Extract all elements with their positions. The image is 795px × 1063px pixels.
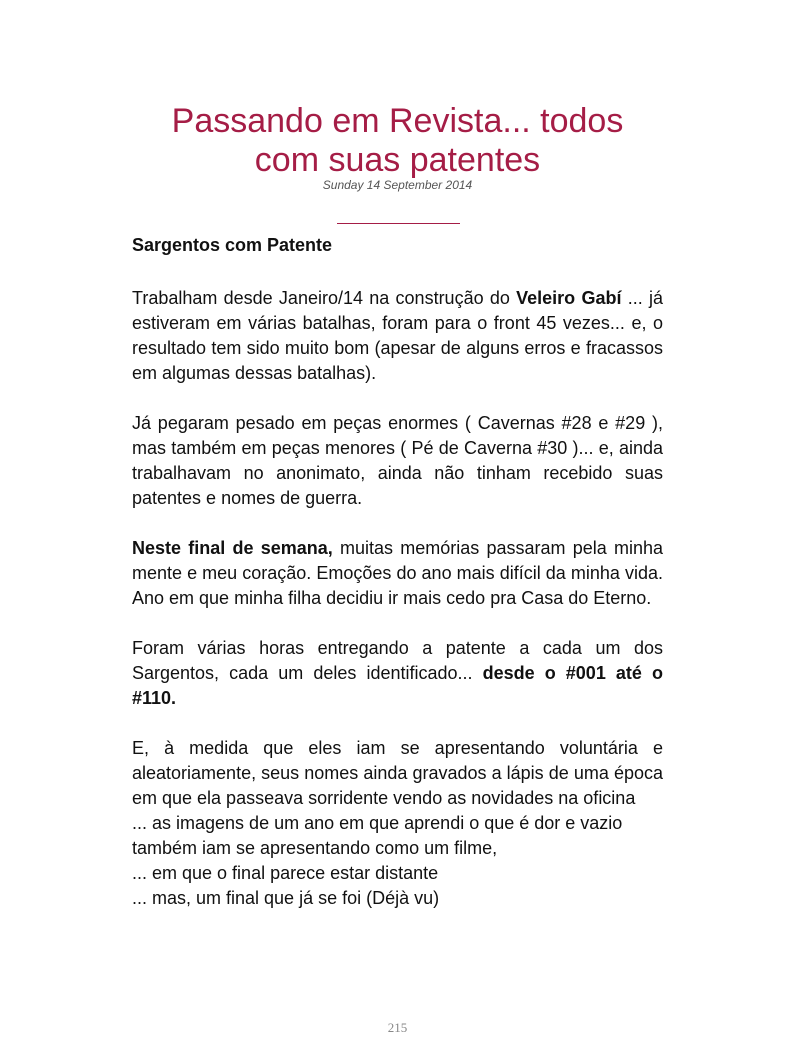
paragraph-5: E, à medida que eles iam se apresentando voluntária e aleatoriamente, seus nomes ainda gravados a lápis de uma época em que ela passeava sorridente vendo as novidades na oficina	[132, 738, 663, 808]
title-line-2: com suas patentes	[254, 141, 541, 179]
paragraph-5-line-4: ... mas, um final que já se foi (Déjà vu)	[132, 888, 440, 908]
paragraph-3-bold: Neste final de semana,	[132, 538, 333, 558]
paragraph-3	[132, 536, 663, 611]
page-title	[100, 102, 695, 180]
paragraph-1-text-a: Trabalham desde Janeiro/14 na construção do	[132, 288, 517, 308]
page-number: 215	[387, 1020, 408, 1035]
paragraph-2: Já pegaram pesado em peças enormes ( Cavernas #28 e #29 ), mas também em peças menores ( Pé de Caverna #30 )... e, ainda trabalhavam no anonimato, ainda não tinham recebido suas patentes e nomes de guerra.	[132, 413, 663, 508]
post-date: Sunday 14 September 2014	[322, 178, 473, 192]
section-heading: Sargentos com Patente	[132, 235, 333, 255]
paragraph-5-line-2: ... as imagens de um ano em que aprendi o que é dor e vazio também iam se apresentando como um filme,	[132, 813, 623, 858]
paragraph-1	[132, 286, 663, 386]
title-divider	[337, 223, 460, 224]
paragraph-4-text: Foram várias horas entregando a patente a cada um dos Sargentos, cada um deles identificado...	[132, 638, 663, 683]
paragraph-5-line-3: ... em que o final parece estar distante	[132, 863, 439, 883]
paragraph-4-bold: desde o #001 até o #110.	[132, 663, 664, 708]
paragraph-3-text: muitas memórias passaram pela minha mente e meu coração. Emoções do ano mais difícil da minha vida. Ano em que minha filha decidiu ir mais cedo pra Casa do Eterno.	[132, 538, 663, 608]
title-line-1: Passando em Revista... todos	[171, 102, 624, 140]
paragraph-1-text-b: ... já estiveram em várias batalhas, foram para o front 45 vezes... e, o resultado tem sido muito bom (apesar de alguns erros e fracassos em algumas dessas batalhas).	[132, 288, 663, 383]
paragraph-1-bold: Veleiro Gabí	[516, 288, 622, 308]
article-body	[132, 230, 663, 911]
paragraph-4	[132, 636, 663, 711]
